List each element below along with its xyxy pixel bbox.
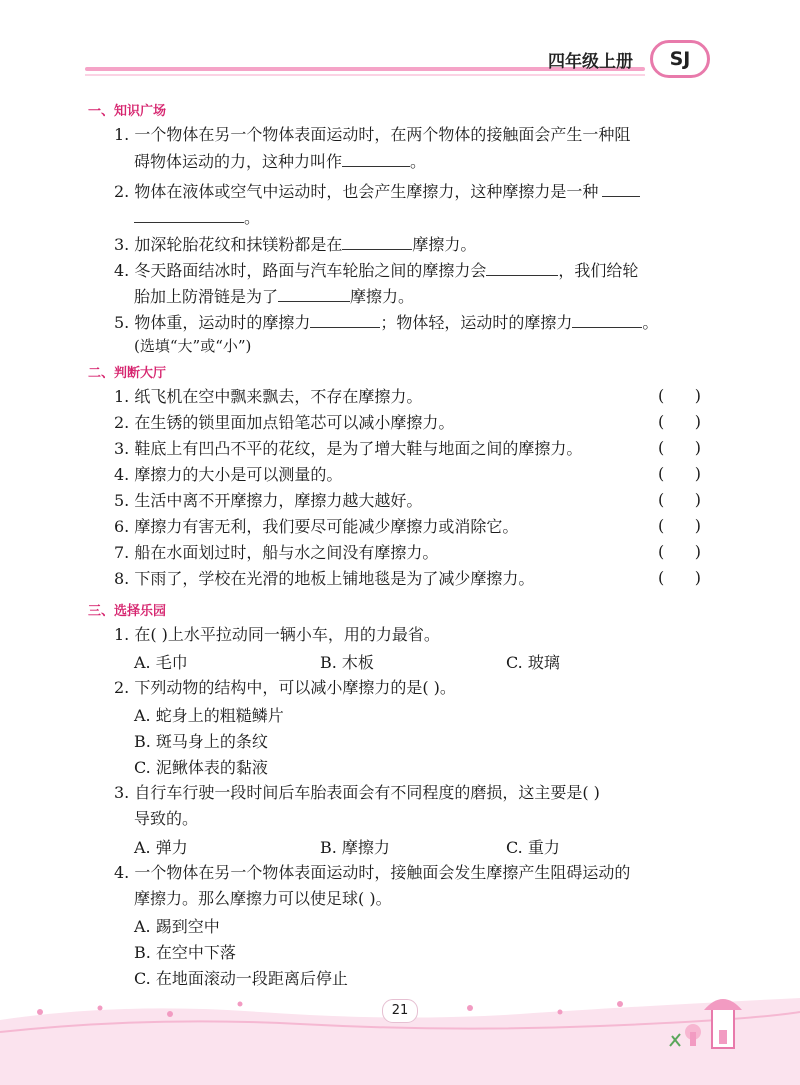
answer-blank[interactable]: [310, 311, 380, 328]
section-heading-3: 三、选择乐园: [88, 604, 167, 619]
choice-q1-option-a[interactable]: A. 毛巾: [134, 653, 188, 672]
section-heading-1: 一、知识广场: [88, 104, 167, 119]
choice-q4-option-c[interactable]: C. 在地面滚动一段距离后停止: [134, 969, 348, 988]
q3-line: 3. 加深轮胎花纹和抹镁粉都是在 摩擦力。: [114, 235, 477, 254]
q2-line2: 。: [134, 206, 260, 229]
answer-blank[interactable]: [342, 150, 410, 167]
q1-line1: 1. 一个物体在另一个物体表面运动时，在两个物体的接触面会产生一种阻: [114, 125, 631, 144]
choice-q1-option-c[interactable]: C. 玻璃: [506, 653, 560, 672]
answer-blank[interactable]: [342, 233, 412, 250]
judge-answer-paren[interactable]: ( ): [658, 490, 701, 509]
page-number: 21: [382, 999, 418, 1023]
judge-answer-paren[interactable]: ( ): [658, 464, 701, 483]
judge-item-3: 3. 鞋底上有凹凸不平的花纹，是为了增大鞋与地面之间的摩擦力。: [114, 439, 583, 458]
choice-q4-line2: 摩擦力。那么摩擦力可以使足球( )。: [134, 889, 392, 908]
judge-item-1: 1. 纸飞机在空中飘来飘去，不存在摩擦力。: [114, 387, 423, 406]
choice-q3-option-c[interactable]: C. 重力: [506, 838, 560, 857]
choice-q3-option-a[interactable]: A. 弹力: [134, 838, 188, 857]
choice-q2-option-c[interactable]: C. 泥鳅体表的黏液: [134, 758, 268, 777]
judge-item-7: 7. 船在水面划过时，船与水之间没有摩擦力。: [114, 543, 439, 562]
choice-q3-option-b[interactable]: B. 摩擦力: [320, 838, 390, 857]
judge-answer-paren[interactable]: ( ): [658, 568, 701, 587]
q2-line1: 2. 物体在液体或空气中运动时，也会产生摩擦力，这种摩擦力是一种: [114, 180, 640, 203]
header-rule-thin: [85, 74, 645, 76]
judge-item-4: 4. 摩擦力的大小是可以测量的。: [114, 465, 343, 484]
q4-line1: 4. 冬天路面结冰时，路面与汽车轮胎之间的摩擦力会 ，我们给轮: [114, 261, 639, 280]
grade-label: 四年级上册: [548, 52, 633, 72]
choice-q1-option-b[interactable]: B. 木板: [320, 653, 374, 672]
choice-q3-line1: 3. 自行车行驶一段时间后车胎表面会有不同程度的磨损，这主要是( ): [114, 783, 600, 802]
q5-note: (选填“大”或“小”): [134, 337, 252, 355]
publisher-badge: SJ: [650, 40, 710, 78]
section-heading-2: 二、判断大厅: [88, 366, 167, 381]
q1-line2: 碍物体运动的力，这种力叫作 。: [134, 152, 427, 171]
q5-line: 5. 物体重，运动时的摩擦力 ；物体轻，运动时的摩擦力 。: [114, 313, 659, 332]
answer-blank[interactable]: [572, 311, 642, 328]
judge-item-5: 5. 生活中离不开摩擦力，摩擦力越大越好。: [114, 491, 423, 510]
answer-blank[interactable]: [278, 285, 350, 302]
choice-q4-line1: 4. 一个物体在另一个物体表面运动时，接触面会发生摩擦产生阻碍运动的: [114, 863, 631, 882]
choice-q1: 1. 在( )上水平拉动同一辆小车，用的力最省。: [114, 625, 440, 644]
judge-item-2: 2. 在生锈的锁里面加点铅笔芯可以减小摩擦力。: [114, 413, 455, 432]
judge-answer-paren[interactable]: ( ): [658, 542, 701, 561]
judge-answer-paren[interactable]: ( ): [658, 386, 701, 405]
answer-blank[interactable]: [602, 180, 640, 197]
choice-q4-option-a[interactable]: A. 踢到空中: [134, 917, 220, 936]
judge-answer-paren[interactable]: ( ): [658, 516, 701, 535]
answer-blank[interactable]: [486, 259, 558, 276]
answer-blank[interactable]: [134, 206, 244, 223]
choice-q4-option-b[interactable]: B. 在空中下落: [134, 943, 236, 962]
judge-item-8: 8. 下雨了，学校在光滑的地板上铺地毯是为了减少摩擦力。: [114, 569, 535, 588]
judge-answer-paren[interactable]: ( ): [658, 438, 701, 457]
q1-text: 碍物体运动的力，这种力叫作: [134, 152, 343, 171]
choice-q2-option-a[interactable]: A. 蛇身上的粗糙鳞片: [134, 706, 284, 725]
choice-q3-line2: 导致的。: [134, 809, 199, 828]
judge-item-6: 6. 摩擦力有害无利，我们要尽可能减少摩擦力或消除它。: [114, 517, 519, 536]
judge-answer-paren[interactable]: ( ): [658, 412, 701, 431]
choice-q2-option-b[interactable]: B. 斑马身上的条纹: [134, 732, 268, 751]
q4-line2: 胎加上防滑链是为了 摩擦力。: [134, 287, 415, 306]
choice-q2: 2. 下列动物的结构中，可以减小摩擦力的是( )。: [114, 678, 456, 697]
